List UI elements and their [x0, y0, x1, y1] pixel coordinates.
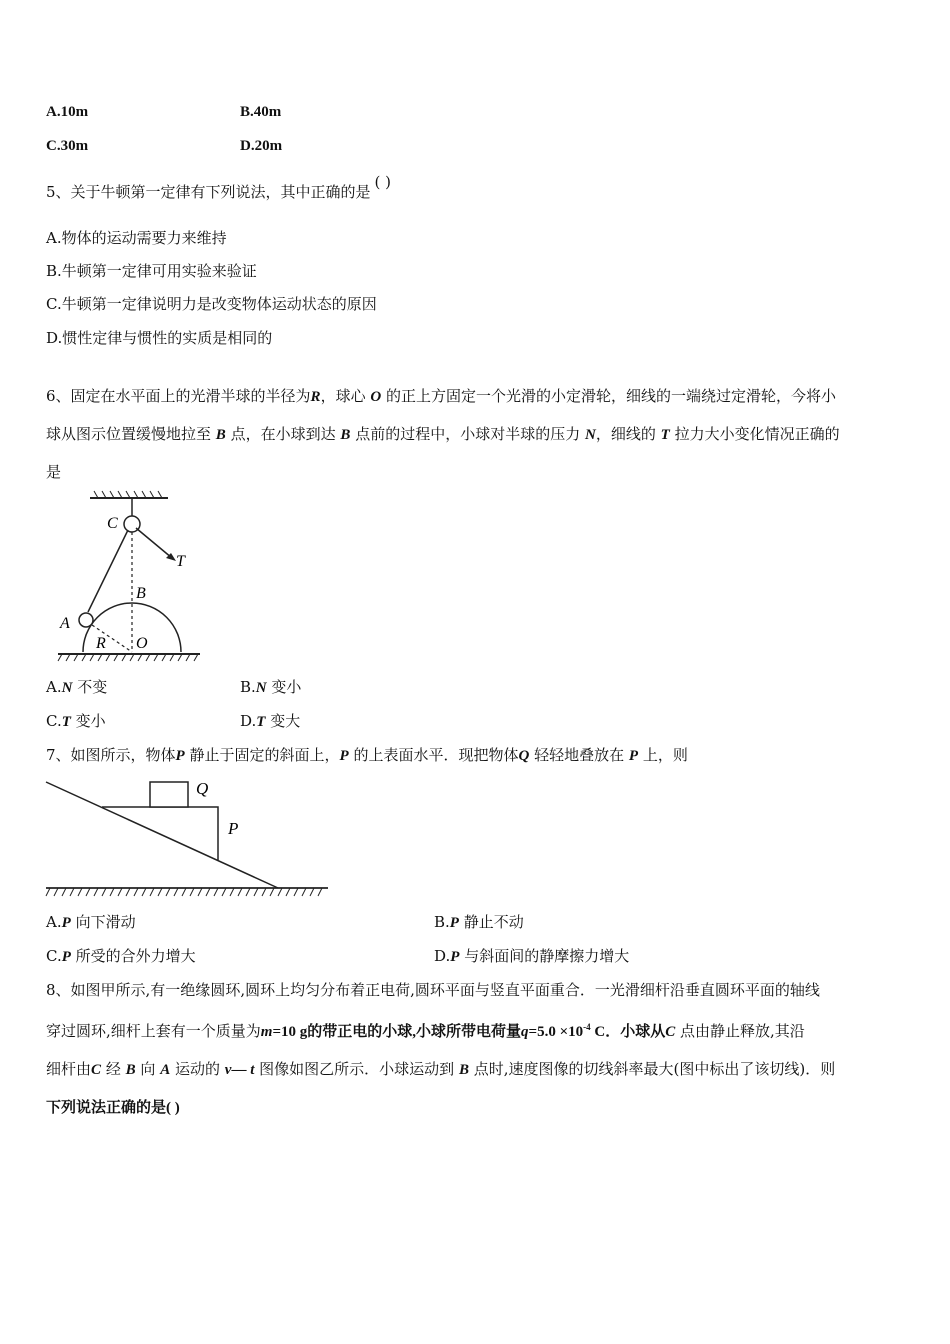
q4-option-a: A.10m: [46, 104, 89, 120]
q7-option-c: C.P 所受的合外力增大: [46, 947, 196, 965]
q6-fig-label-t: T: [176, 553, 185, 570]
q7-option-d: D.P 与斜面间的静摩擦力增大: [434, 947, 630, 965]
q8-line-3: 细杆由C 经 B 向 A 运动的 v— t 图像如图乙所示．小球运动到 B 点时,速度图像的切线斜率最大(图中标出了该切线)．则: [46, 1060, 836, 1078]
q6-figure: [50, 488, 210, 663]
q4-option-c: C.30m: [46, 138, 89, 154]
q7-figure: [42, 772, 332, 900]
q6-fig-label-b: B: [136, 585, 146, 602]
q8-line-1: 8、如图甲所示,有一绝缘圆环,圆环上均匀分布着正电荷,圆环平面与竖直平面重合．一光滑细杆沿垂直圆环平面的轴线: [46, 981, 820, 999]
q5-option-a: A.物体的运动需要力来维持: [46, 229, 227, 247]
q7-fig-label-q: Q: [196, 779, 209, 798]
q5-stem-text: 5、关于牛顿第一定律有下列说法，其中正确的是: [46, 183, 371, 201]
q6-stem: 6、固定在水平面上的光滑半球的半径为R，球心 O 的正上方固定一个光滑的小定滑轮，细线的一端绕过定滑轮，今将小 球从图示位置缓慢地拉至 B 点，在小球到达 B 点前的过程中，小球对半球的压力 N，细线的 T 拉力大小变化情况正确的 是: [46, 387, 840, 481]
q5-option-d: D.惯性定律与惯性的实质是相同的: [46, 329, 273, 347]
q7-option-b: B.P 静止不动: [434, 913, 524, 931]
q6-fig-label-a: A: [60, 615, 70, 632]
q6-option-b: B.N 变小: [240, 678, 302, 696]
q6-fig-label-o: O: [136, 635, 148, 652]
q8-line-4: 下列说法正确的是( ): [46, 1100, 180, 1116]
q4-option-b: B.40m: [240, 104, 282, 120]
q8-stem: [46, 972, 908, 1127]
q6-fig-label-c: C: [107, 515, 118, 532]
q8-line-2: 穿过圆环,细杆上套有一个质量为m=10 g的带正电的小球,小球所带电荷量$q=5.0 \times 10^{-4}$ C．小球从C 点由静止释放,其沿: [46, 1022, 805, 1040]
q6-option-a: A.N 不变: [46, 678, 108, 696]
q6-option-c: C.T 变小: [46, 712, 106, 730]
q4-option-d: D.20m: [240, 138, 283, 154]
q5-option-b: B.牛顿第一定律可用实验来验证: [46, 262, 257, 280]
q6-fig-label-r: R: [96, 635, 106, 652]
q5-stem: [46, 173, 392, 202]
q5-option-c: C.牛顿第一定律说明力是改变物体运动状态的原因: [46, 295, 377, 313]
q6-option-d: D.T 变大: [240, 712, 301, 730]
q7-fig-label-p: P: [228, 819, 239, 838]
q7-stem: 7、如图所示，物体P 静止于固定的斜面上，P 的上表面水平．现把物体Q 轻轻地叠放在 P 上，则: [46, 746, 688, 764]
q7-option-a: A.P 向下滑动: [46, 913, 136, 931]
q5-answer-paren: ( ): [374, 173, 392, 191]
